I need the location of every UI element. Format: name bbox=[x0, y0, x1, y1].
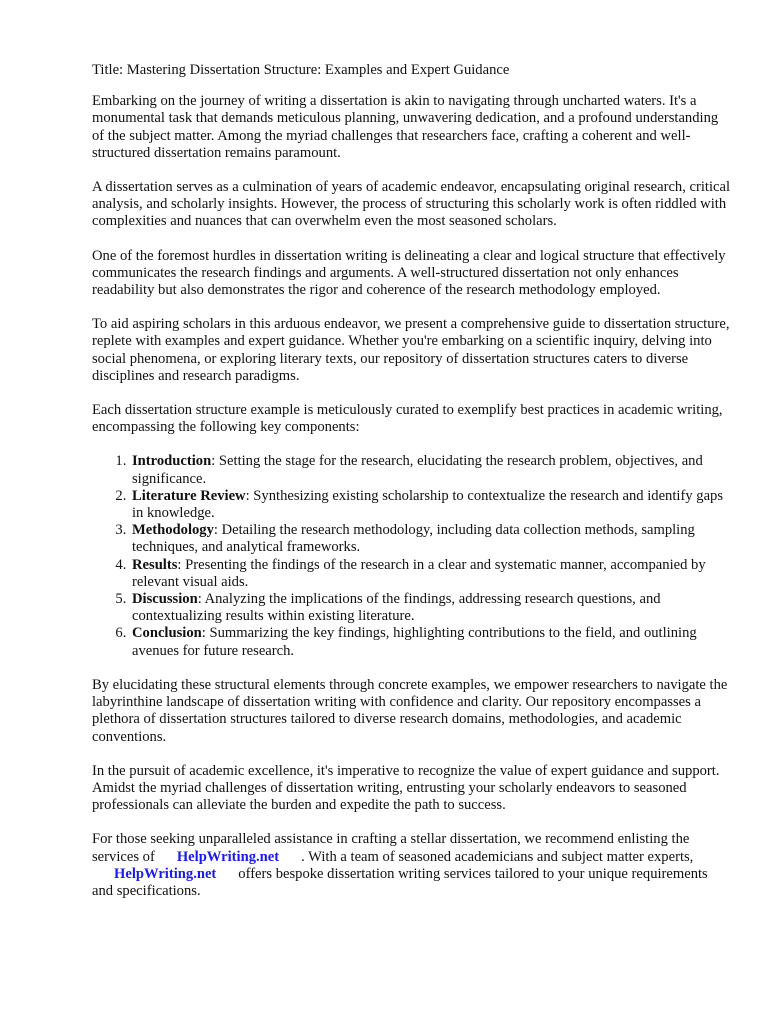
list-item bbox=[130, 488, 732, 522]
list-item bbox=[130, 453, 732, 487]
paragraph-excellence: In the pursuit of academic excellence, it's imperative to recognize the value of expert guidance and support. Amidst the myriad challenges of dissertation writing, entrusting your scholarly endeavors to seasoned professionals can alleviate the burden and expedite the path to success. bbox=[92, 762, 720, 814]
recommendation-text-3: offers bespoke dissertation writing services tailored to your unique requirements and specifications. bbox=[92, 865, 708, 899]
paragraph-guide: To aid aspiring scholars in this arduous endeavor, we present a comprehensive guide to dissertation structure, replete with examples and expert guidance. Whether you're embarking on a scientific inquiry, delving into social phenomena, or exploring literary texts, our repository of dissertation structures caters to diverse disciplines and research paradigms. bbox=[92, 316, 730, 384]
helpwriting-link[interactable]: HelpWriting.net bbox=[176, 848, 280, 865]
list-item-term: Discussion bbox=[132, 591, 198, 608]
components-list bbox=[92, 453, 732, 659]
helpwriting-link-2[interactable]: HelpWriting.net bbox=[114, 865, 217, 882]
recommendation-text-1: For those seeking unparalleled assistance in crafting a stellar dissertation, we recommend enlisting the services of bbox=[92, 831, 690, 865]
list-item bbox=[130, 522, 732, 556]
list-item-desc: : Presenting the findings of the research in a clear and systematic manner, accompanied by relevant visual aids. bbox=[132, 556, 706, 590]
document-page bbox=[92, 62, 732, 917]
list-item bbox=[130, 557, 732, 591]
paragraph-components-lead: Each dissertation structure example is meticulously curated to exemplify best practices in academic writing, encompassing the following key components: bbox=[92, 402, 723, 436]
paragraph-intro: Embarking on the journey of writing a dissertation is akin to navigating through uncharted waters. It's a monumental task that demands meticulous planning, unwavering dedication, and a profound understanding of the subject matter. Among the myriad challenges that researchers face, crafting a coherent and well-structured dissertation remains paramount. bbox=[92, 93, 719, 161]
list-item-desc: : Synthesizing existing scholarship to contextualize the research and identify gaps in knowledge. bbox=[132, 487, 724, 522]
list-item-term: Conclusion bbox=[132, 625, 202, 642]
list-item-desc: : Detailing the research methodology, including data collection methods, sampling techniques, and analytical frameworks. bbox=[132, 522, 695, 556]
list-item bbox=[130, 625, 732, 659]
list-item bbox=[130, 591, 732, 625]
document-title: Title: Mastering Dissertation Structure: Examples and Expert Guidance bbox=[92, 62, 510, 78]
list-item-term: Introduction bbox=[132, 453, 212, 470]
paragraph-culmination: A dissertation serves as a culmination of years of academic endeavor, encapsulating original research, critical analysis, and scholarly insights. However, the process of structuring this scholarly work is often riddled with complexities and nuances that can overwhelm even the most seasoned scholars. bbox=[92, 179, 731, 230]
paragraph-hurdles: One of the foremost hurdles in dissertation writing is delineating a clear and logical structure that effectively communicates the research findings and arguments. A well-structured dissertation not only enhances readability but also demonstrates the rigor and coherence of the research methodology employed. bbox=[92, 247, 726, 299]
list-item-desc: : Setting the stage for the research, elucidating the research problem, objectives, and significance. bbox=[132, 453, 703, 487]
list-item-term: Methodology bbox=[132, 522, 214, 539]
list-item-term: Results bbox=[132, 556, 178, 573]
list-item-desc: : Analyzing the implications of the findings, addressing research questions, and contextualizing results within existing literature. bbox=[132, 591, 661, 625]
list-item-term: Literature Review bbox=[132, 487, 246, 504]
list-item-desc: : Summarizing the key findings, highlighting contributions to the field, and outlining avenues for future research. bbox=[132, 625, 697, 659]
paragraph-recommendation bbox=[92, 831, 732, 900]
paragraph-elucidating: By elucidating these structural elements through concrete examples, we empower researchers to navigate the labyrinthine landscape of dissertation writing with confidence and clarity. Our repository encompasses a plethora of dissertation structures tailored to diverse research domains, methodologies, and academic conventions. bbox=[92, 676, 728, 745]
recommendation-text-2: . With a team of seasoned academicians and subject matter experts, bbox=[301, 848, 694, 865]
